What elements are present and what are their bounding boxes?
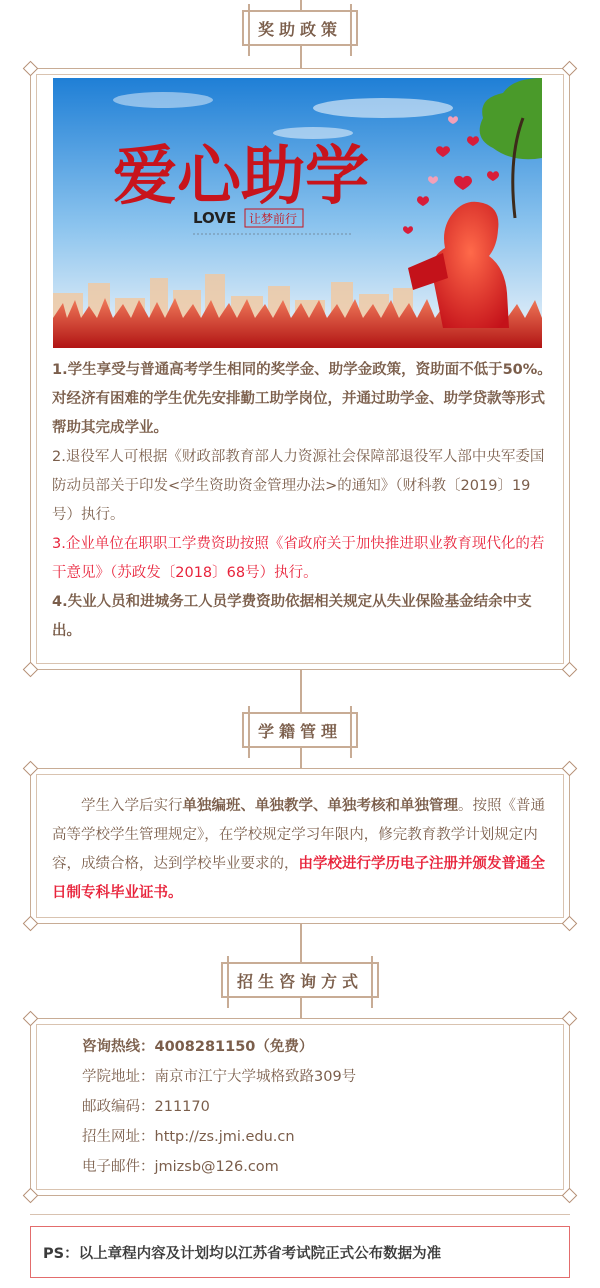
section-title-text: 奖助政策 xyxy=(257,19,343,39)
section-title-contact xyxy=(221,962,379,998)
banner-love: LOVE xyxy=(193,209,237,227)
connector-line xyxy=(300,924,302,962)
status-frame xyxy=(30,768,570,924)
ps-text: PS：以上章程内容及计划均以江苏省考试院正式公布数据为准 xyxy=(43,1245,442,1262)
status-text-bold: 单独编班、单独教学、单独考核和单独管理 xyxy=(182,798,458,814)
reward-frame xyxy=(30,68,570,670)
connector-line xyxy=(300,748,302,768)
reward-item-3: 3.企业单位在职职工学费资助按照《省政府关于加快推进职业教育现代化的若干意见》（苏政发〔2018〕68号）执行。 xyxy=(52,536,545,581)
connector-line xyxy=(300,670,302,712)
section-title-text: 招生咨询方式 xyxy=(236,971,364,991)
reward-item-4: 4.失业人员和进城务工人员学费资助依据相关规定从失业保险基金结余中支出。 xyxy=(52,594,532,639)
connector-line xyxy=(300,998,302,1018)
reward-item-2: 2.退役军人可根据《财政部教育部人力资源社会保障部退役军人部中央军委国防动员部关于印发<学生资助资金管理办法>的通知》（财科教〔2019〕19号）执行。 xyxy=(52,449,545,523)
contact-info xyxy=(82,1032,542,1182)
status-paragraph xyxy=(52,792,552,908)
status-text-c: 。按照《普通高等学校学生管理规定》，在学校规定学习年限内，修完教育教学计划规定内容，成绩合格，达到学校毕业要求的， xyxy=(52,798,545,872)
contact-hotline: 咨询热线：4008281150（免费） xyxy=(82,1039,314,1055)
reward-policy-list xyxy=(52,356,552,646)
connector-line xyxy=(300,46,302,68)
section-title-status xyxy=(242,712,358,748)
contact-address: 学院地址：南京市江宁大学城格致路309号 xyxy=(82,1069,357,1085)
contact-postcode: 邮政编码：211170 xyxy=(82,1099,210,1115)
contact-website[interactable]: 招生网址：http://zs.jmi.edu.cn xyxy=(82,1129,295,1145)
section-title-reward xyxy=(242,10,358,46)
charity-banner-image xyxy=(53,78,542,348)
ps-notice xyxy=(30,1226,570,1278)
banner-tagline: 让梦前行 xyxy=(249,212,298,226)
contact-email[interactable]: 电子邮件：jmizsb@126.com xyxy=(82,1159,279,1175)
reward-item-1: 1.学生享受与普通高考学生相同的奖学金、助学金政策，资助面不低于50%。对经济有困难的学生优先安排勤工助学岗位，并通过助学金、助学贷款等形式帮助其完成学业。 xyxy=(52,362,552,436)
divider xyxy=(30,1214,570,1215)
section-title-text: 学籍管理 xyxy=(257,721,343,741)
connector-line xyxy=(300,0,302,10)
banner-headline: 爱心助学 xyxy=(113,139,369,214)
status-text-a: 学生入学后实行 xyxy=(81,798,183,814)
status-text-red: 由学校进行学历电子注册并颁发普通全日制专科毕业证书。 xyxy=(52,856,545,901)
contact-frame xyxy=(30,1018,570,1196)
